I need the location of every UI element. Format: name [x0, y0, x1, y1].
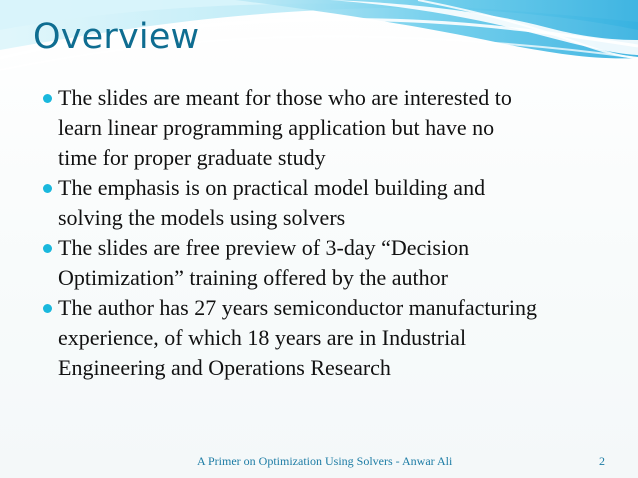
bullet-item-1 — [58, 83, 606, 173]
bullet-dot-icon — [43, 184, 52, 193]
bullet-item-2 — [58, 173, 606, 233]
bullet-line: time for proper graduate study — [58, 145, 326, 170]
bullet-line: experience, of which 18 years are in Industrial — [58, 325, 467, 350]
bullet-item-4 — [58, 293, 606, 383]
bullet-line: The slides are free preview of 3-day “Decision — [58, 235, 470, 260]
bullet-line: Optimization” training offered by the author — [58, 265, 448, 290]
page-number: 2 — [599, 454, 605, 468]
slide-title: Overview — [33, 17, 200, 57]
bullet-line: learn linear programming application but have no — [58, 115, 495, 140]
bullet-line: The slides are meant for those who are interested to — [58, 85, 512, 110]
bullet-line: The emphasis is on practical model building and — [58, 175, 486, 200]
footer-text: A Primer on Optimization Using Solvers - Anwar Ali — [197, 454, 453, 468]
bullet-dot-icon — [43, 244, 52, 253]
bullet-line: solving the models using solvers — [58, 205, 346, 230]
bullet-item-3 — [58, 233, 606, 293]
bullet-dot-icon — [43, 304, 52, 313]
bullet-line: Engineering and Operations Research — [58, 355, 391, 380]
bullet-line: The author has 27 years semiconductor manufacturing — [58, 295, 537, 320]
bullet-dot-icon — [43, 94, 52, 103]
